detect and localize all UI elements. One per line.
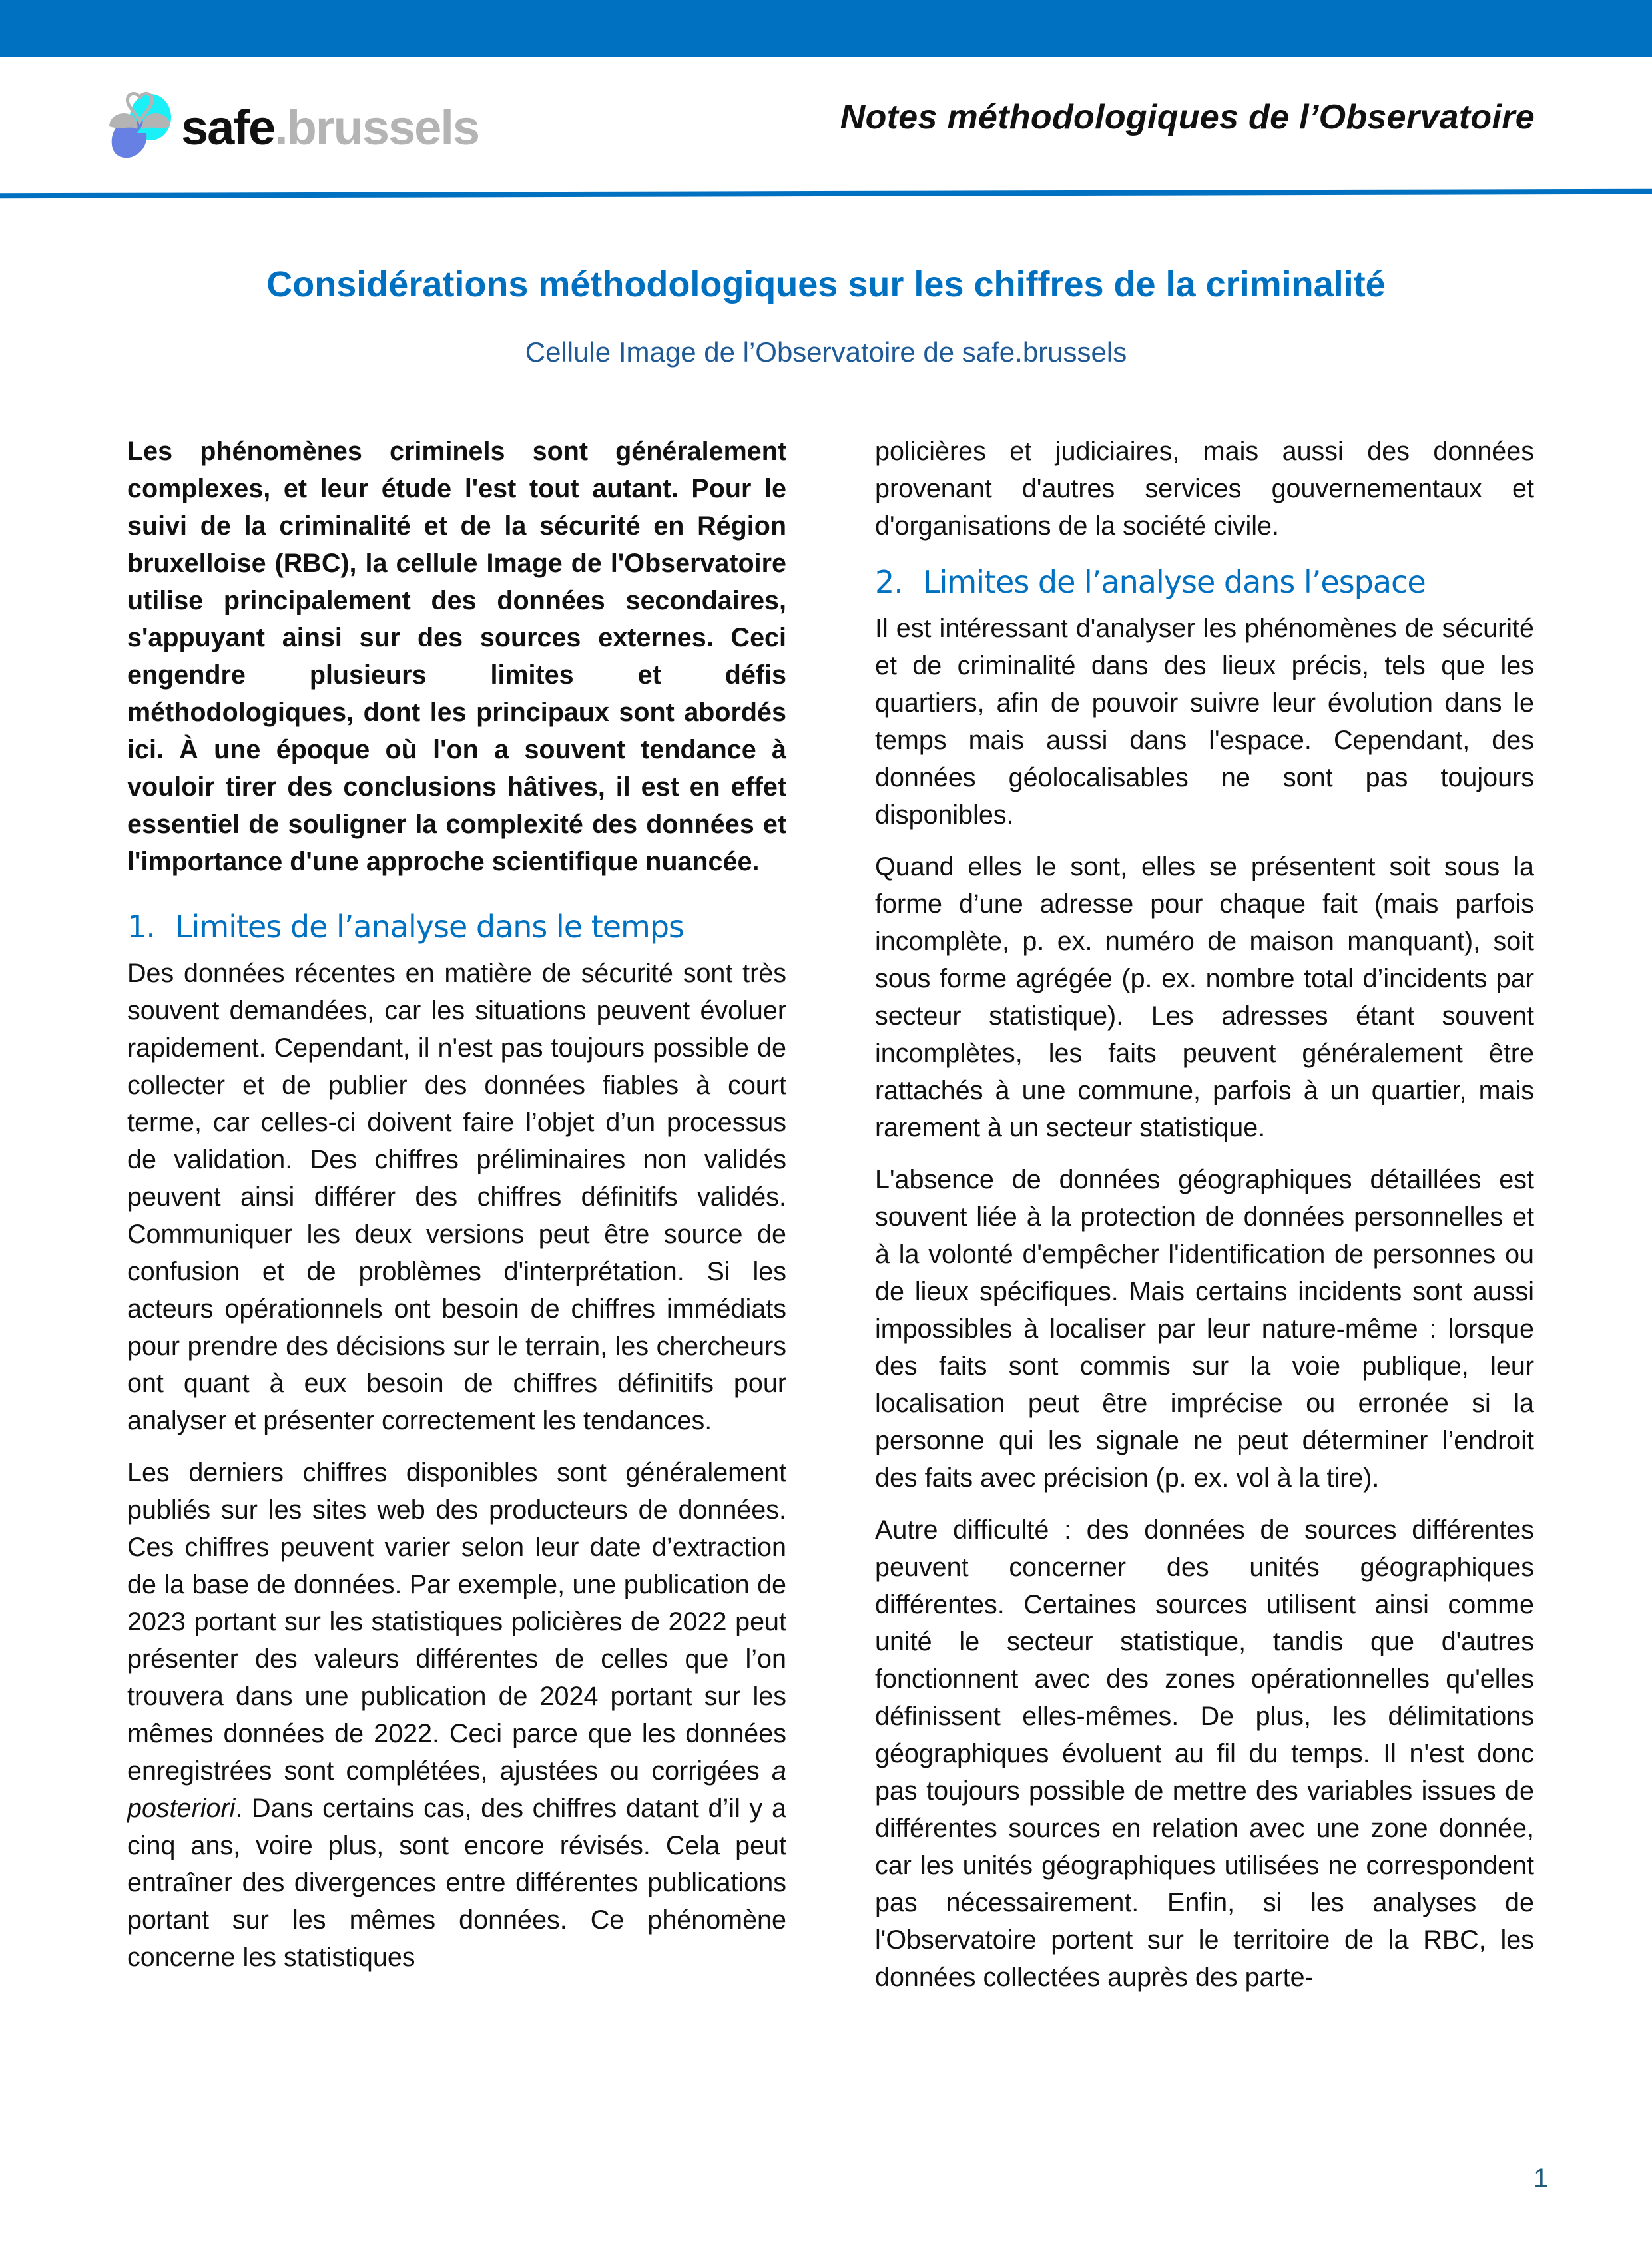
body-paragraph: L'absence de données géographiques détaillées est souvent liée à la protection de données personnelles et à la volonté d'empêcher l'identification de personnes ou de lieux spécifiques. Mais certains incidents sont aussi impossibles à localiser par leur nature-même : lorsque des faits sont commis sur la voie publique, leur localisation peut être imprécise ou erronée si la personne qui les signale ne peut déterminer l’endroit des faits avec précision (p. ex. vol à la tire).	[875, 1165, 1534, 1493]
safe-brussels-logo	[107, 92, 573, 158]
document-title: Considérations méthodologiques sur les chiffres de la criminalité	[266, 264, 1386, 304]
section-title: Limites de l’analyse dans le temps	[175, 909, 685, 945]
intro-paragraph: Les phénomènes criminels sont généralement complexes, et leur étude l'est tout autant. Pour le suivi de la criminalité et de la sécurité en Région bruxelloise (RBC), la cellule Image de l'Observatoire utilise principalement des données secondaires, s'appuyant ainsi sur des sources externes. Ceci engendre plusieurs limites et défis méthodologiques, dont les principaux sont abordés ici. À une époque où l'on a souvent tendance à vouloir tirer des conclusions hâtives, il est en effet essentiel de souligner la complexité des données et l'importance d'une approche scientifique nuancée.	[127, 437, 786, 876]
right-column	[875, 433, 1534, 2011]
body-paragraph	[127, 1454, 786, 1976]
section-number: 2.	[875, 564, 903, 600]
body-paragraph: policières et judiciaires, mais aussi des données provenant d'autres services gouvernementaux et d'organisations de la société civile.	[875, 437, 1534, 541]
italic-term: a posteriori	[127, 1756, 786, 1823]
body-paragraph: Il est intéressant d'analyser les phénomènes de sécurité et de criminalité dans des lieux précis, tels que les quartiers, afin de pouvoir suivre leur évolution dans le temps mais aussi dans l'espace. Cependant, des données géolocalisables ne sont pas toujours disponibles.	[875, 614, 1534, 830]
section-title: Limites de l’analyse dans l’espace	[923, 564, 1426, 600]
text-run: . Dans certains cas, des chiffres datant d’il y a cinq ans, voire plus, sont encore révisés. Cela peut entraîner des divergences entre différentes publications portant sur les mêmes données. Ce phénomène concerne les statistiques	[127, 1794, 786, 1972]
series-title: Notes méthodologiques de l’Observatoire	[840, 98, 1535, 136]
iris-heart-icon	[107, 92, 173, 132]
text-run: Les derniers chiffres disponibles sont généralement publiés sur les sites web des producteurs de données. Ces chiffres peuvent varier selon leur date d’extraction de la base de données. Par exemple, une publication de 2023 portant sur les statistiques policières de 2022 peut présenter des valeurs différentes de celles que l’on trouvera dans une publication de 2024 portant sur les mêmes données de 2022. Ceci parce que les données enregistrées sont complétées, ajustées ou corrigées	[127, 1458, 786, 1786]
header-divider	[0, 189, 1652, 198]
body-paragraph: Autre difficulté : des données de sources différentes peuvent concerner des unités géographiques différentes. Certaines sources utilisent ainsi comme unité le secteur statistique, tandis que d'autres fonctionnent avec des zones opérationnelles qu'elles définissent elles-mêmes. De plus, les délimitations géographiques évoluent au fil du temps. Il n'est donc pas toujours possible de mettre des variables issues de différentes sources en relation avec une zone donnée, car les unités géographiques utilisées ne correspondent pas nécessairement. Enfin, si les analyses de l'Observatoire portent sur le territoire de la RBC, les données collectées auprès des parte-	[875, 1515, 1534, 1992]
section-heading-1	[127, 907, 786, 947]
body-paragraph: Des données récentes en matière de sécurité sont très souvent demandées, car les situations peuvent évoluer rapidement. Cependant, il n'est pas toujours possible de collecter et de publier des données fiables à court terme, car celles-ci doivent faire l’objet d’un processus de validation. Des chiffres préliminaires non validés peuvent ainsi différer des chiffres définitifs validés. Communiquer les deux versions peut être source de confusion et de problèmes d'interprétation. Si les acteurs opérationnels ont besoin de chiffres immédiats pour prendre des décisions sur le terrain, les chercheurs ont quant à eux besoin de chiffres définitifs pour analyser et présenter correctement les tendances.	[127, 959, 786, 1435]
page-number: 1	[1533, 2164, 1549, 2193]
left-column	[127, 433, 786, 1991]
body-paragraph: Quand elles le sont, elles se présentent soit sous la forme d’une adresse pour chaque fait (mais parfois incomplète, p. ex. numéro de maison manquant), soit sous forme agrégée (p. ex. nombre total d’incidents par secteur statistique). Les adresses étant souvent incomplètes, les faits peuvent généralement être rattachés à une commune, parfois à un quartier, mais rarement à un secteur statistique.	[875, 852, 1534, 1142]
document-subtitle: Cellule Image de l’Observatoire de safe.brussels	[525, 336, 1127, 368]
section-number: 1.	[127, 909, 155, 945]
logo-wordmark-safe: safe	[181, 100, 275, 155]
section-heading-2	[875, 562, 1534, 602]
logo-wordmark-brussels: .brussels	[274, 100, 479, 155]
logo-wordmark	[181, 101, 479, 154]
top-color-band	[0, 0, 1652, 57]
